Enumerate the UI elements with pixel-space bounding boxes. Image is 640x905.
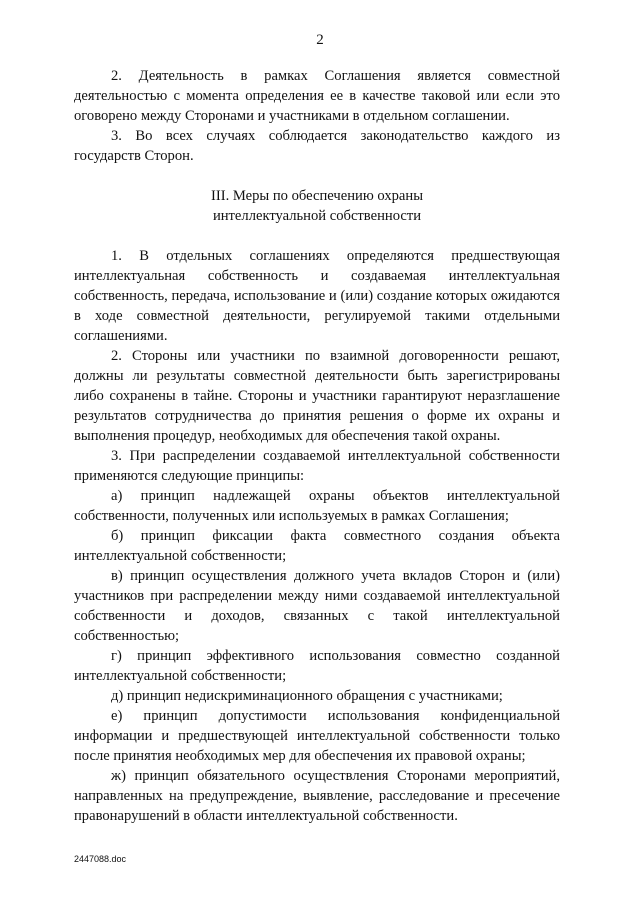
principle-item: г) принцип эффективного использования совместно созданной интеллектуальной собственности; — [74, 648, 560, 684]
page-number: 2 — [316, 32, 324, 48]
document-body — [74, 66, 560, 826]
spacer — [74, 166, 560, 186]
section-paragraph: 2. Стороны или участники по взаимной договоренности решают, должны ли результаты совместной деятельности быть зарегистрированы либо сохранены в тайне. Стороны и участники гарантируют неразглашение результатов сотрудничества до принятия решения о форме их охраны и выполнения процедур, необходимых для обеспечения такой охраны. — [74, 348, 560, 444]
principle-item: в) принцип осуществления должного учета вкладов Сторон и (или) участников при распределении между ними создаваемой интеллектуальной собственности и доходов, связанных с такой интеллектуальной собственностью; — [74, 568, 560, 644]
section-heading-line: интеллектуальной собственности — [212, 208, 422, 224]
section-paragraph: 1. В отдельных соглашениях определяются предшествующая интеллектуальная собственность и создаваемая интеллектуальная собственность, передача, использование и (или) создание которых ожидаются в ходе совместной деятельности, регулируемой такими отдельными соглашениями. — [74, 248, 560, 344]
section-heading-line: III. Меры по обеспечению охраны — [210, 188, 424, 204]
footer-document-name: 2447088.doc — [74, 854, 127, 864]
principle-item: а) принцип надлежащей охраны объектов интеллектуальной собственности, полученных или используемых в рамках Соглашения; — [74, 488, 560, 524]
intro-paragraph: 2. Деятельность в рамках Соглашения является совместной деятельностью с момента определения ее в качестве таковой или если это оговорено между Сторонами и участниками в отдельном соглашении. — [74, 68, 560, 124]
section-paragraph: 3. При распределении создаваемой интеллектуальной собственности применяются следующие принципы: — [74, 448, 560, 484]
section-heading — [74, 186, 560, 226]
principle-item: д) принцип недискриминационного обращения с участниками; — [111, 688, 503, 704]
principle-item: е) принцип допустимости использования конфиденциальной информации и предшествующей интеллектуальной собственности только после принятия необходимых мер для обеспечения их правовой охраны; — [74, 708, 560, 764]
principle-item: б) принцип фиксации факта совместного создания объекта интеллектуальной собственности; — [74, 528, 560, 564]
spacer — [74, 226, 560, 246]
intro-paragraph: 3. Во всех случаях соблюдается законодательство каждого из государств Сторон. — [74, 128, 560, 164]
principle-item: ж) принцип обязательного осуществления Сторонами мероприятий, направленных на предупреждение, выявление, расследование и пресечение правонарушений в области интеллектуальной собственности. — [74, 768, 560, 824]
